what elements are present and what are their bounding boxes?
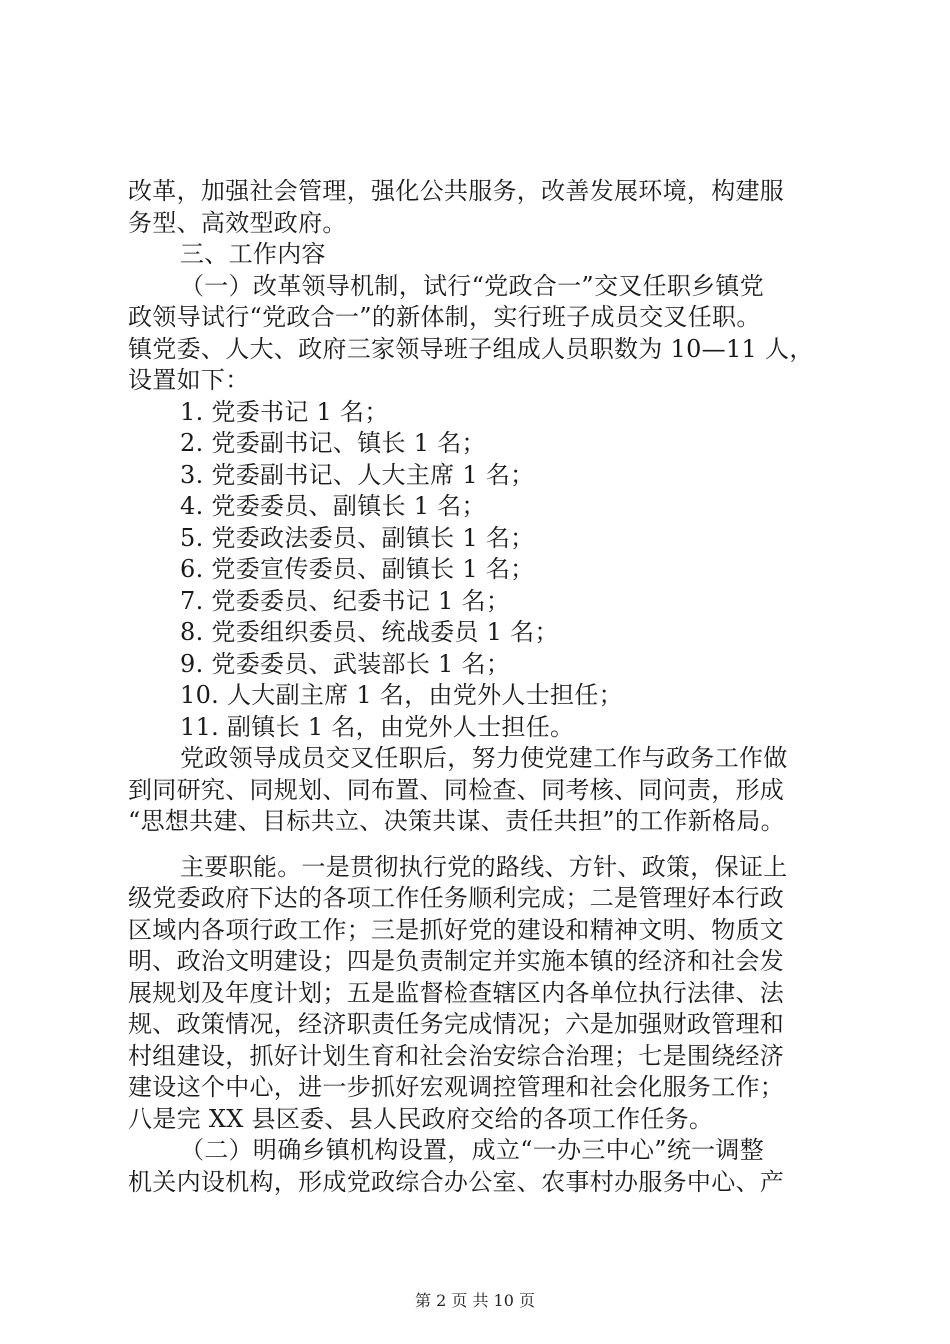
list-item: 8. 党委组织委员、统战委员 1 名； [180,618,559,646]
text-line: 区域内各项行政工作；三是抓好党的建设和精神文明、物质文 [128,916,785,944]
text-line: 展规划及年度计划；五是监督检查辖区内各单位执行法律、法 [128,979,785,1007]
text-line: 到同研究、同规划、同布置、同检查、同考核、同问责，形成 [128,776,785,804]
list-item: 3. 党委副书记、人大主席 1 名； [180,461,535,489]
list-item: 7. 党委委员、纪委书记 1 名； [180,587,511,615]
text-line: 规、政策情况，经济职责任务完成情况；六是加强财政管理和 [128,1010,785,1038]
text-line: “思想共建、目标共立、决策共谋、责任共担”的工作新格局。 [128,807,785,835]
subsection-heading: （一）改革领导机制，试行“党政合一”交叉任职乡镇党 [180,272,765,300]
subsection-heading: （二）明确乡镇机构设置，成立“一办三中心”统一调整 [180,1136,765,1164]
text-line: 镇党委、人大、政府三家领导班子组成人员职数为 10—11 人， [128,335,814,363]
text-line: 级党委政府下达的各项工作任务顺利完成；二是管理好本行政 [128,884,785,912]
text-line: 明、政治文明建设；四是负责制定并实施本镇的经济和社会发 [128,947,785,975]
text-line: 务型、高效型政府。 [128,209,347,237]
list-item: 6. 党委宣传委员、副镇长 1 名； [180,555,535,583]
text-line: 政领导试行“党政合一”的新体制，实行班子成员交叉任职。 [128,303,761,331]
list-item: 9. 党委委员、武装部长 1 名； [180,650,511,678]
list-item: 1. 党委书记 1 名； [180,398,389,426]
text-line: 改革，加强社会管理，强化公共服务，改善发展环境，构建服 [128,177,785,205]
text-line: 机关内设机构，形成党政综合办公室、农事村办服务中心、产 [128,1168,785,1196]
text-line: 建设这个中心，进一步抓好宏观调控管理和社会化服务工作； [128,1073,785,1101]
text-line: 村组建设，抓好计划生育和社会治安综合治理；七是围绕经济 [128,1042,785,1070]
text-line: 主要职能。一是贯彻执行党的路线、方针、政策，保证上 [180,853,788,881]
list-item: 5. 党委政法委员、副镇长 1 名； [180,524,535,552]
list-item: 4. 党委委员、副镇长 1 名； [180,492,486,520]
page-footer: 第 2 页 共 10 页 [415,1291,535,1310]
text-line: 八是完 XX 县区委、县人民政府交给的各项工作任务。 [128,1105,714,1133]
text-line: 设置如下： [128,366,250,394]
list-item: 11. 副镇长 1 名，由党外人士担任。 [180,713,575,741]
list-item: 2. 党委副书记、镇长 1 名； [180,429,486,457]
section-heading: 三、工作内容 [180,240,326,268]
text-line: 党政领导成员交叉任职后，努力使党建工作与政务工作做 [180,744,788,772]
list-item: 10. 人大副主席 1 名，由党外人士担任； [180,681,623,709]
